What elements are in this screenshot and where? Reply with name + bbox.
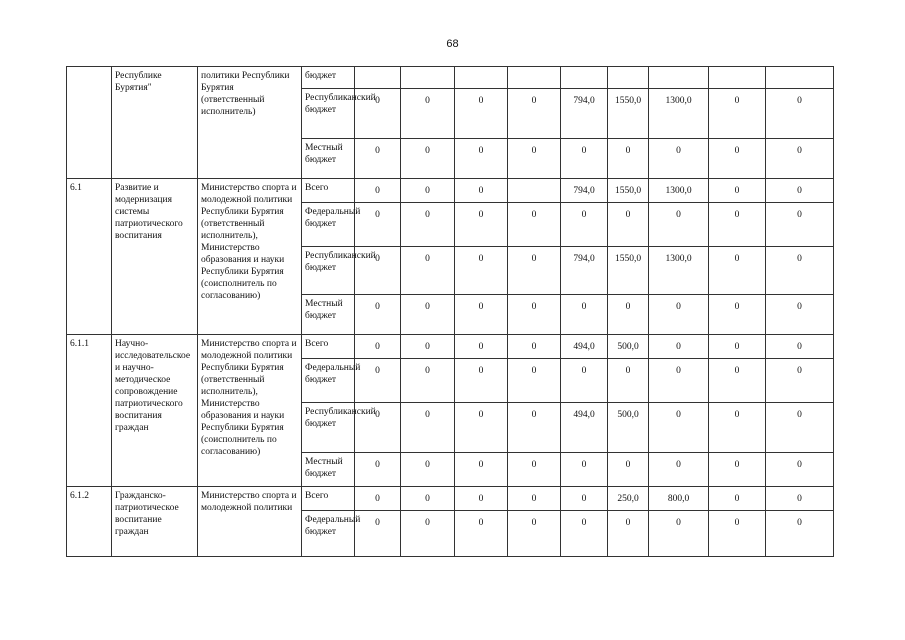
amount-cell: 0	[766, 179, 834, 203]
amount-cell: 0	[709, 359, 766, 403]
executor-cell: Министерство спорта и молодежной политики Республики Бурятия (ответственный исполнитель), Министерство образования и науки Республики Бурятия (соисполнитель по согласованию)	[198, 179, 302, 335]
amount-cell: 0	[508, 139, 561, 179]
amount-cell: 0	[709, 335, 766, 359]
funding-source-cell: бюджет	[302, 67, 355, 89]
table-row	[67, 179, 834, 203]
amount-cell: 0	[355, 511, 401, 557]
activity-name-cell: Республике Бурятия"	[112, 67, 198, 179]
amount-cell: 0	[561, 453, 608, 487]
amount-cell	[401, 67, 455, 89]
activity-name-cell: Гражданско-патриотическое воспитание граждан	[112, 487, 198, 557]
amount-cell: 0	[649, 359, 709, 403]
amount-cell: 0	[455, 203, 508, 247]
funding-source-cell: Республиканский бюджет	[302, 247, 355, 295]
amount-cell: 0	[455, 335, 508, 359]
amount-cell	[561, 67, 608, 89]
amount-cell: 0	[508, 203, 561, 247]
budget-table	[66, 66, 834, 557]
amount-cell: 0	[355, 487, 401, 511]
executor-cell: Министерство спорта и молодежной политики	[198, 487, 302, 557]
amount-cell: 0	[649, 295, 709, 335]
amount-cell: 0	[709, 295, 766, 335]
amount-cell: 1300,0	[649, 179, 709, 203]
amount-cell: 0	[508, 295, 561, 335]
funding-source-cell: Федеральный бюджет	[302, 511, 355, 557]
amount-cell: 0	[401, 139, 455, 179]
amount-cell: 0	[355, 335, 401, 359]
funding-source-cell: Всего	[302, 179, 355, 203]
amount-cell: 0	[455, 295, 508, 335]
amount-cell: 0	[455, 89, 508, 139]
amount-cell: 0	[561, 203, 608, 247]
amount-cell: 0	[766, 295, 834, 335]
activity-name-cell: Развитие и модернизация системы патриотического воспитания	[112, 179, 198, 335]
amount-cell: 0	[401, 295, 455, 335]
amount-cell: 0	[709, 203, 766, 247]
amount-cell: 0	[608, 139, 649, 179]
amount-cell: 0	[455, 511, 508, 557]
amount-cell: 0	[508, 453, 561, 487]
amount-cell: 500,0	[608, 403, 649, 453]
amount-cell: 0	[608, 203, 649, 247]
amount-cell: 0	[508, 487, 561, 511]
amount-cell: 0	[355, 453, 401, 487]
amount-cell: 0	[709, 247, 766, 295]
amount-cell: 0	[401, 179, 455, 203]
funding-source-cell: Местный бюджет	[302, 453, 355, 487]
funding-source-cell: Местный бюджет	[302, 295, 355, 335]
amount-cell	[508, 179, 561, 203]
amount-cell: 0	[709, 511, 766, 557]
amount-cell: 0	[649, 403, 709, 453]
amount-cell: 0	[355, 203, 401, 247]
amount-cell: 0	[561, 139, 608, 179]
funding-source-cell: Местный бюджет	[302, 139, 355, 179]
amount-cell: 0	[355, 403, 401, 453]
funding-source-cell: Федеральный бюджет	[302, 359, 355, 403]
amount-cell: 494,0	[561, 403, 608, 453]
activity-code-cell: 6.1.2	[67, 487, 112, 557]
amount-cell: 1550,0	[608, 89, 649, 139]
amount-cell	[709, 67, 766, 89]
page-number: 68	[446, 38, 459, 50]
amount-cell: 0	[709, 179, 766, 203]
amount-cell: 0	[649, 511, 709, 557]
funding-source-cell: Всего	[302, 335, 355, 359]
amount-cell: 0	[355, 359, 401, 403]
amount-cell: 0	[455, 487, 508, 511]
amount-cell: 0	[401, 453, 455, 487]
amount-cell: 0	[401, 335, 455, 359]
funding-source-cell: Республиканский бюджет	[302, 403, 355, 453]
amount-cell: 0	[709, 453, 766, 487]
amount-cell: 794,0	[561, 89, 608, 139]
amount-cell: 0	[766, 247, 834, 295]
amount-cell: 0	[766, 453, 834, 487]
amount-cell: 0	[401, 247, 455, 295]
amount-cell: 1550,0	[608, 179, 649, 203]
amount-cell: 0	[608, 295, 649, 335]
amount-cell: 1550,0	[608, 247, 649, 295]
amount-cell: 0	[401, 359, 455, 403]
amount-cell: 0	[766, 487, 834, 511]
executor-cell: Министерство спорта и молодежной политики Республики Бурятия (ответственный исполнитель), Министерство образования и науки Республики Бурятия (соисполнитель по согласованию)	[198, 335, 302, 487]
activity-code-cell	[67, 67, 112, 179]
amount-cell: 0	[766, 359, 834, 403]
activity-code-cell: 6.1	[67, 179, 112, 335]
amount-cell: 0	[709, 139, 766, 179]
funding-source-cell: Всего	[302, 487, 355, 511]
amount-cell: 0	[508, 89, 561, 139]
amount-cell: 0	[508, 335, 561, 359]
amount-cell: 0	[608, 453, 649, 487]
amount-cell: 794,0	[561, 179, 608, 203]
executor-cell: политики Республики Бурятия (ответственный исполнитель)	[198, 67, 302, 179]
amount-cell: 0	[766, 203, 834, 247]
amount-cell: 0	[355, 247, 401, 295]
amount-cell: 0	[455, 359, 508, 403]
amount-cell: 0	[455, 403, 508, 453]
amount-cell: 494,0	[561, 335, 608, 359]
amount-cell: 0	[508, 359, 561, 403]
amount-cell	[508, 67, 561, 89]
amount-cell: 0	[608, 359, 649, 403]
amount-cell: 0	[709, 89, 766, 139]
amount-cell: 0	[355, 179, 401, 203]
amount-cell: 1300,0	[649, 247, 709, 295]
amount-cell: 0	[766, 335, 834, 359]
amount-cell	[608, 67, 649, 89]
amount-cell: 0	[401, 403, 455, 453]
amount-cell: 794,0	[561, 247, 608, 295]
amount-cell: 0	[766, 511, 834, 557]
amount-cell: 0	[766, 403, 834, 453]
amount-cell: 0	[508, 511, 561, 557]
amount-cell: 0	[561, 511, 608, 557]
amount-cell: 800,0	[649, 487, 709, 511]
amount-cell: 0	[455, 179, 508, 203]
amount-cell: 0	[401, 487, 455, 511]
amount-cell: 0	[766, 139, 834, 179]
amount-cell: 0	[355, 89, 401, 139]
amount-cell: 0	[561, 487, 608, 511]
amount-cell: 0	[355, 295, 401, 335]
table-row	[67, 335, 834, 359]
amount-cell: 0	[455, 247, 508, 295]
activity-name-cell: Научно-исследовательское и научно-методическое сопровождение патриотического воспитания граждан	[112, 335, 198, 487]
amount-cell: 0	[649, 139, 709, 179]
funding-source-cell: Федеральный бюджет	[302, 203, 355, 247]
amount-cell: 0	[561, 359, 608, 403]
amount-cell: 0	[766, 89, 834, 139]
amount-cell: 0	[649, 203, 709, 247]
amount-cell	[649, 67, 709, 89]
amount-cell: 0	[455, 453, 508, 487]
activity-code-cell: 6.1.1	[67, 335, 112, 487]
amount-cell: 0	[401, 511, 455, 557]
funding-source-cell: Республиканский бюджет	[302, 89, 355, 139]
amount-cell: 0	[709, 403, 766, 453]
amount-cell: 0	[649, 453, 709, 487]
amount-cell: 250,0	[608, 487, 649, 511]
amount-cell: 0	[508, 247, 561, 295]
amount-cell: 0	[401, 89, 455, 139]
amount-cell: 0	[561, 295, 608, 335]
amount-cell: 1300,0	[649, 89, 709, 139]
table-row	[67, 67, 834, 89]
amount-cell: 0	[455, 139, 508, 179]
amount-cell: 0	[508, 403, 561, 453]
amount-cell: 0	[608, 511, 649, 557]
amount-cell: 0	[709, 487, 766, 511]
amount-cell	[355, 67, 401, 89]
amount-cell: 0	[649, 335, 709, 359]
amount-cell	[766, 67, 834, 89]
amount-cell: 500,0	[608, 335, 649, 359]
table-row	[67, 487, 834, 511]
amount-cell: 0	[401, 203, 455, 247]
amount-cell	[455, 67, 508, 89]
amount-cell: 0	[355, 139, 401, 179]
